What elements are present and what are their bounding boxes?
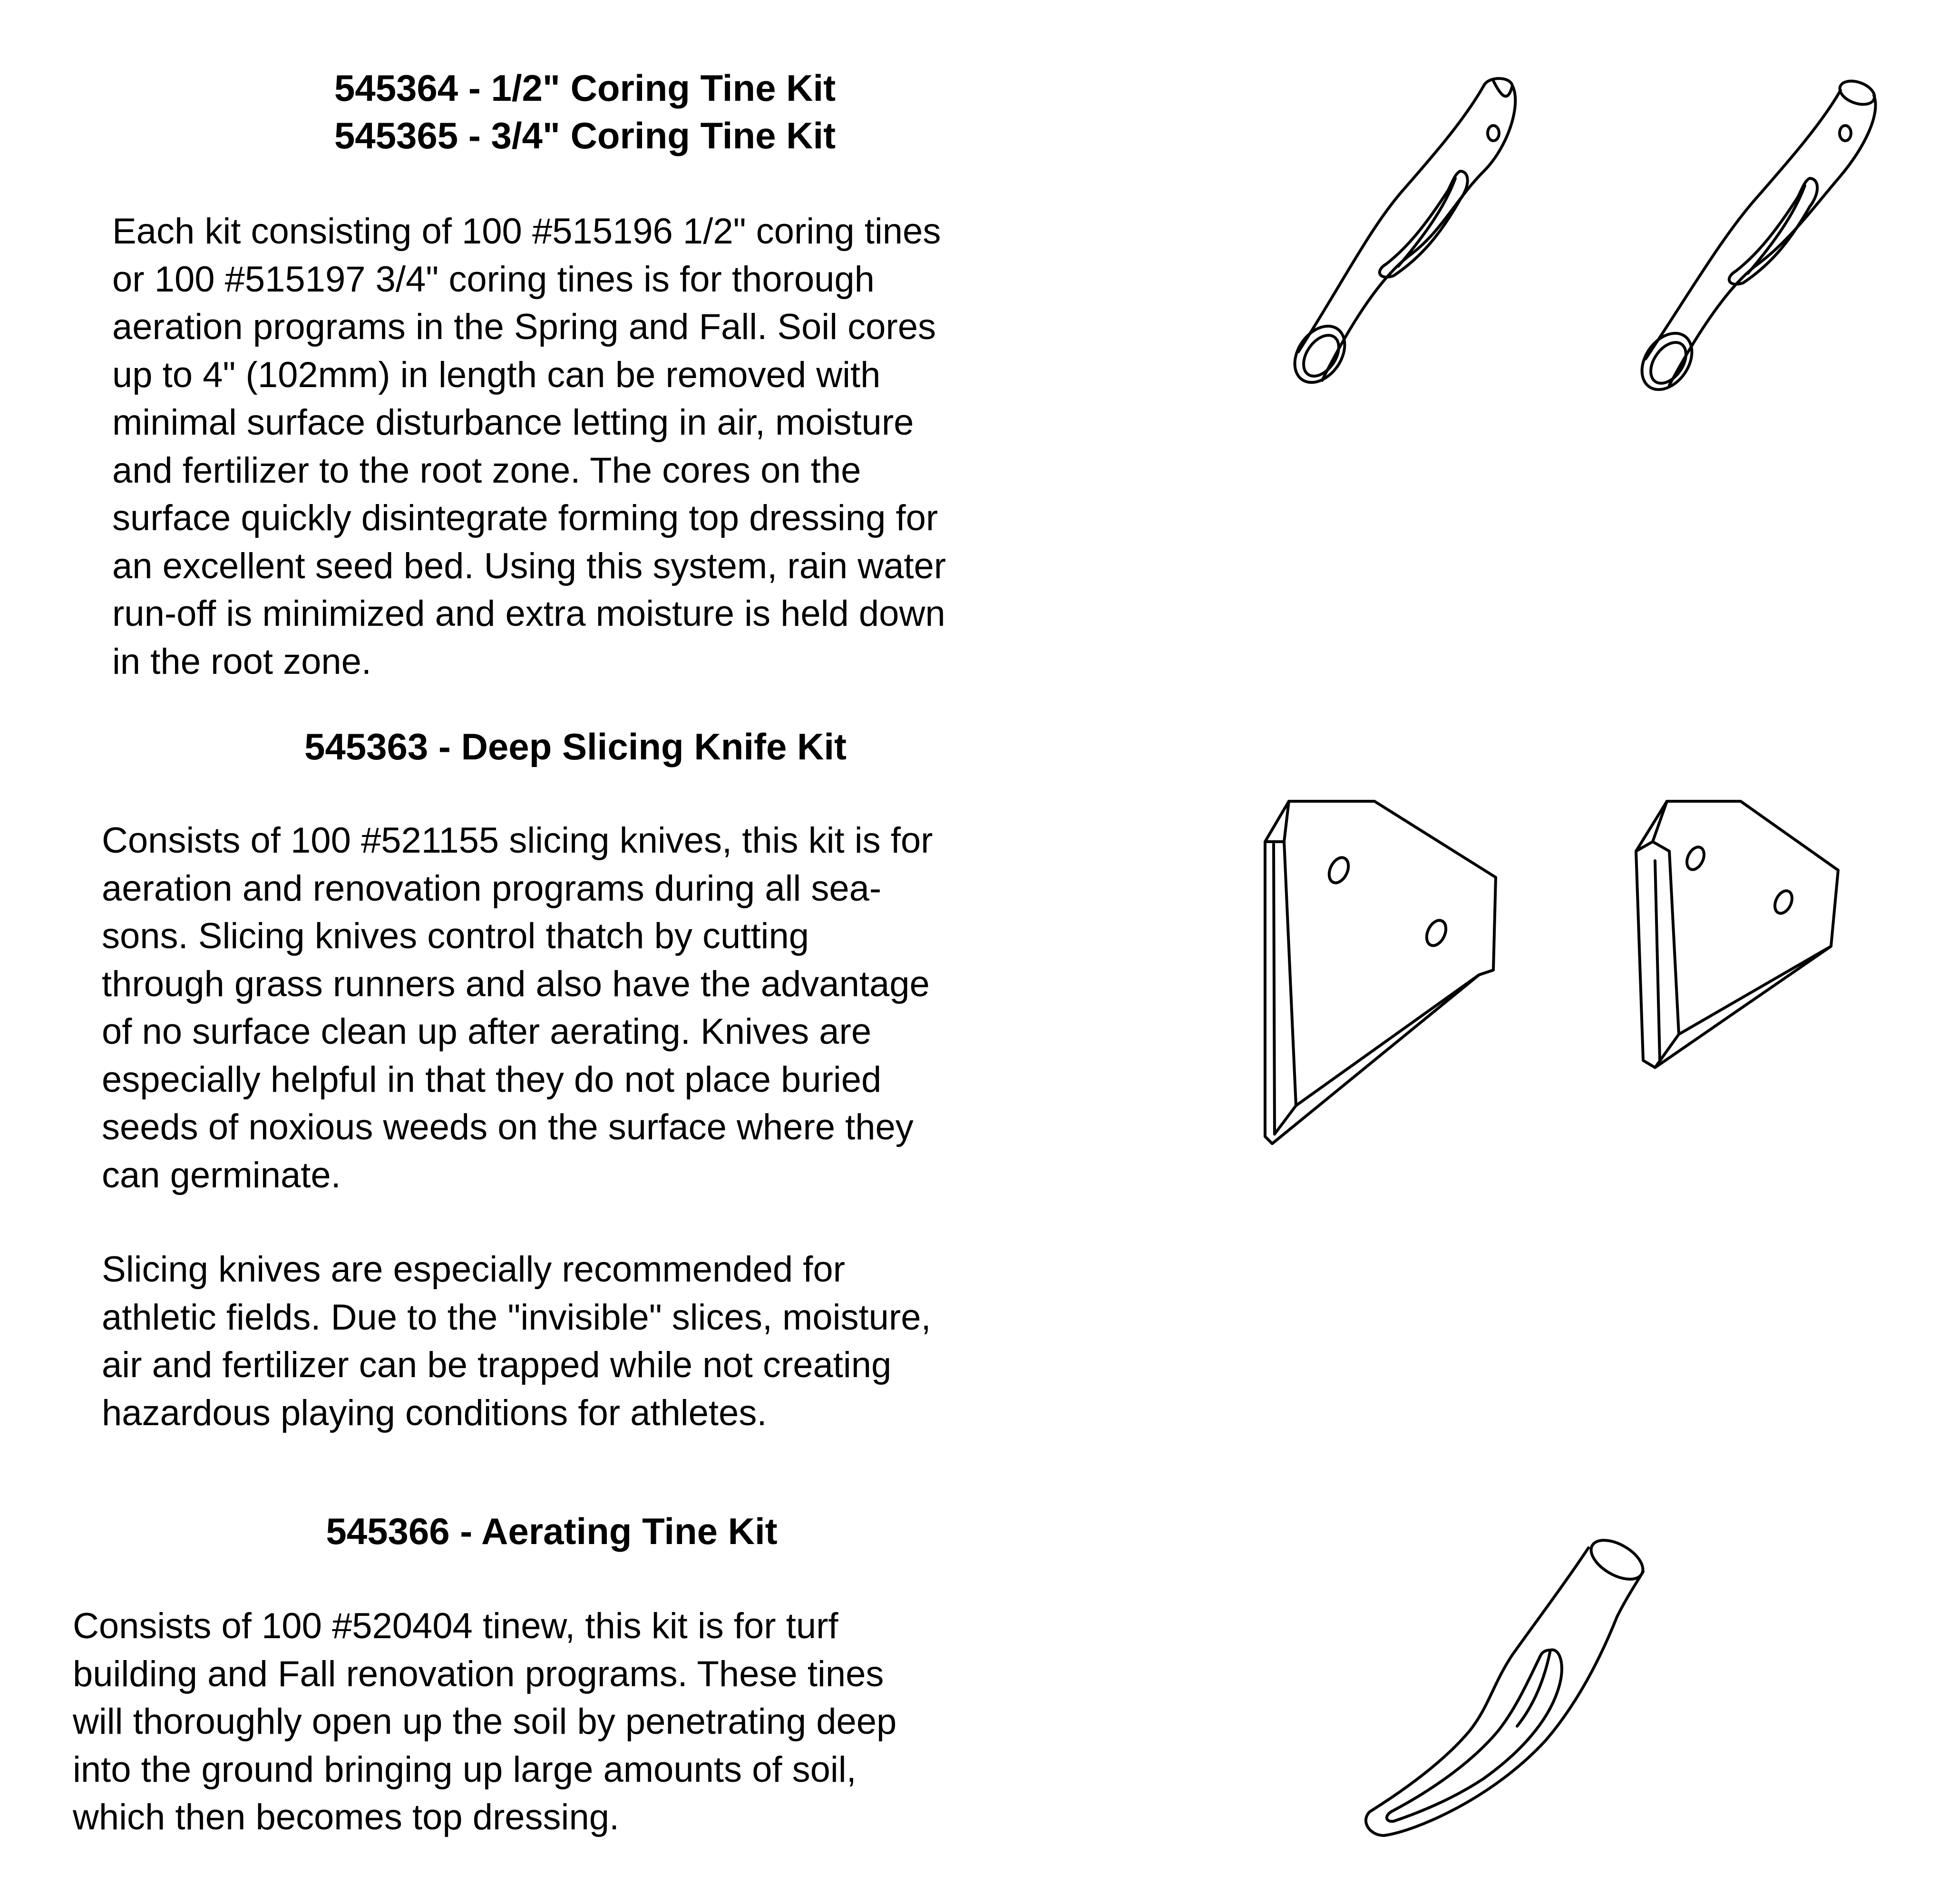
slicing-knife-kit-description: Consists of 100 #521155 slicing knives, this kit is for aeration and renovation programs during all sea- sons. Slicing knives control thatch by cutting through grass runners and also have the advantage of no surface clean up after aerating. Knives are especially helpful in that they do not place buried seeds of noxious weeds on the surface where they can germinate. bbox=[102, 820, 933, 1195]
aerating-tine-illustration bbox=[1351, 1531, 1684, 1855]
slicing-knife-kit-heading: 545363 - Deep Slicing Knife Kit bbox=[304, 726, 847, 767]
slicing-knife-front-illustration bbox=[1256, 794, 1503, 1156]
aerating-tine-kit-heading: 545366 - Aerating Tine Kit bbox=[326, 1510, 778, 1552]
coring-tine-three-quarter-inch-illustration bbox=[1627, 81, 1893, 404]
coring-tine-kit-heading-1: 545364 - 1/2" Coring Tine Kit bbox=[334, 67, 836, 109]
aerating-tine-kit-description: Consists of 100 #520404 tinew, this kit is for turf building and Fall renovation programs. These tines will thoroughly open up the soil by penetrating deep into the ground bringing up large amounts of soil, which then becomes top dressing. bbox=[73, 1606, 897, 1837]
slicing-knife-kit-recommendation: Slicing knives are especially recommended for athletic fields. Due to the "invisible" slices, moisture, air and fertilizer can be trapped while not creating hazardous playing conditions for athletes. bbox=[102, 1249, 931, 1433]
coring-tine-kit-description: Each kit consisting of 100 #515196 1/2" coring tines or 100 #515197 3/4" coring tines is for thorough aeration programs in the Spring and Fall. Soil cores up to 4" (102mm) in length can be removed with minimal surface disturbance letting in air, moisture and fertilizer to the root zone. The cores on the surface quickly disintegrate forming top dressing for an excellent seed bed. Using this system, rain water run-off is minimized and extra moisture is held down in the root zone. bbox=[112, 211, 946, 682]
coring-tine-kit-heading-2: 545365 - 3/4" Coring Tine Kit bbox=[334, 115, 836, 156]
coring-tine-half-inch-illustration bbox=[1284, 76, 1550, 399]
slicing-knife-back-illustration bbox=[1627, 794, 1845, 1079]
